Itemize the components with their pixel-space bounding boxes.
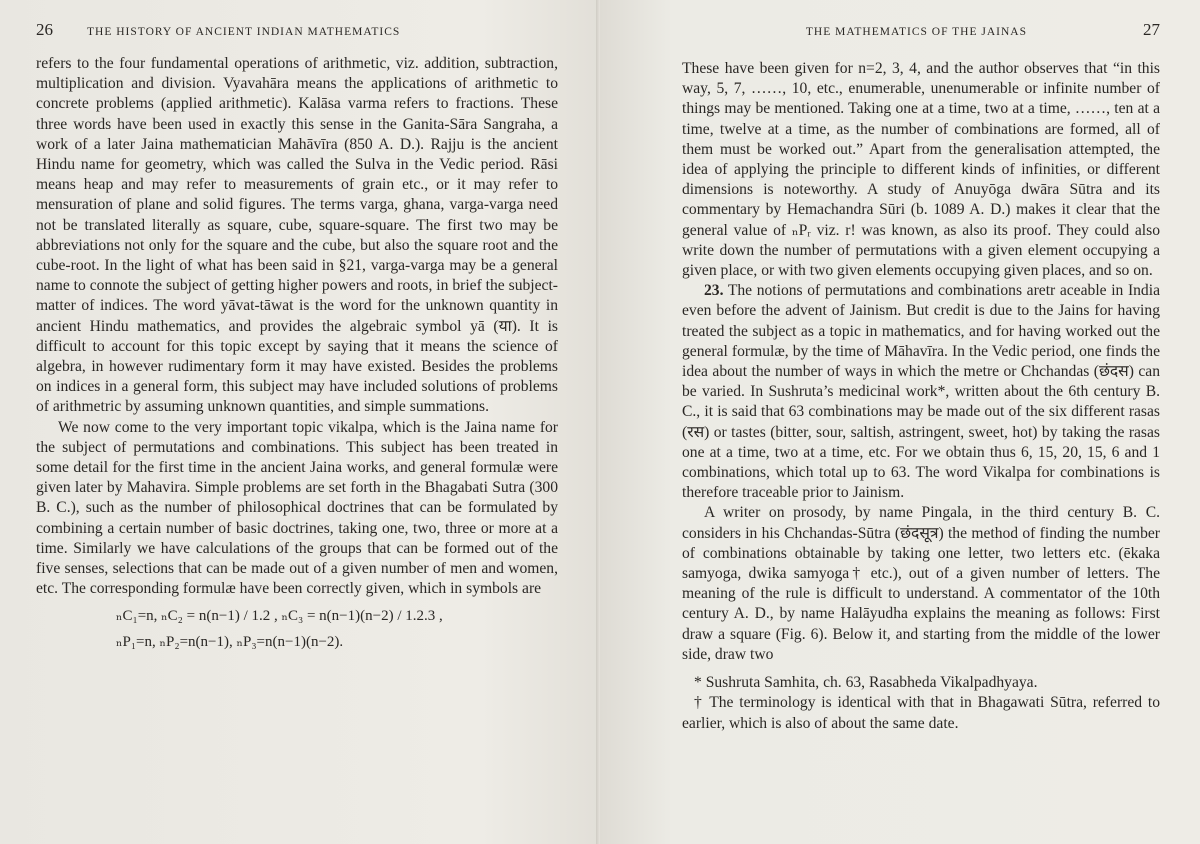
formula-block — [36, 603, 558, 655]
running-head: THE HISTORY OF ANCIENT INDIAN MATHEMATICS — [87, 26, 401, 38]
left-header — [36, 20, 558, 52]
right-body — [682, 59, 1160, 734]
footnotes — [682, 673, 1160, 734]
right-header — [682, 20, 1160, 52]
paragraph: A writer on prosody, by name Pingala, in the third century B. C. considers in his Chchandas-Sūtra (छंदसूत्र) the method of finding the number of combinations obtainable by taking one letter, two letters etc. (ēkaka samyoga, dwika samyoga† etc.), out of a given number of letters. The meaning of the rule is difficult to understand. A commentator of the 10th century A. D., by name Halāyudha explains the meaning as follows: First draw a square (Fig. 6). Below it, and starting from the middle of the lower side, draw two — [682, 504, 1160, 663]
footnote: * Sushruta Samhita, ch. 63, Rasabheda Vikalpadhyaya. — [694, 674, 1038, 692]
page-number: 26 — [36, 20, 53, 39]
page-number: 27 — [1143, 20, 1160, 39]
paragraph: We now come to the very important topic vikalpa, which is the Jaina name for the subject of permutations and combinations. This subject has been treated in some detail for the first time in the ancient Jaina works, and general formulæ were given later by Mahavira. Simple problems are set forth in the Bhagabati Sutra (300 B. C.), such as the number of philosophical doctrines that can be formulated by combining a certain number of basic doctrines, taking one, two, three or more at a time. Similarly we have calculations of the groups that can be formed out of the five senses, selections that can be made out of a given number of men and women, etc. The corresponding formulæ have been correctly given, which in symbols are — [36, 418, 558, 598]
paragraph: These have been given for n=2, 3, 4, and the author observes that “in this way, 5, 7, ……, 10, etc., enumerable, unenumerable or infinite number of things may be mentioned. Taking one at a time, two at a time, ……, ten at a time, twelve at a time, as the number of combinations are formed, all of them must be worked out.” Apart from the generalisation attempted, the idea of applying the principle to different kinds of infinities, or different dimensions is noteworthy. A study of Anuyōga dwāra Sūtra and its commentary by Hemachandra Sūri (b. 1089 A. D.) makes it clear that the general value of ₙPᵣ viz. r! was known, as also its proof. They could also write down the number of permutations with a given element occupying a given place, or with two given elements occupying given places, and so on. — [682, 60, 1160, 280]
paragraph: refers to the four fundamental operations of arithmetic, viz. addition, subtraction, multiplication and division. Vyavahāra means the applications of arithmetic to concrete problems (applied arithmetic). Kalāsa varma refers to fractions. These three words have been used in exactly this sense in the Ganita-Sāra Sangraha, a work of a later Jaina mathematician Mahāvīra (850 A. D.). Rajju is the ancient Hindu name for geometry, which was called the Sulva in the Vedic period. Rāsi means heap and may refer to measurements of grain etc., or it may refer to mensuration of plane and solid figures. The terms varga, ghana, varga-varga need not be translated literally as square, cube, square-square. The first two may be abbreviations not only for the square and the cube, but also the square root and the cube-root. In the light of what has been said in §21, varga-varga may be a general name to connote the subject of getting higher powers and roots, in brief the subject-matter of indices. The word yāvat-tāwat is the word for the unknown quantity in ancient Hindu mathematics, and provides the algebraic symbol yā (या). It is difficult to account for this topic except by saying that it means the science of algebra, in however rudimentary form it may have existed. Besides the problems on indices in a general form, this subject may have included solutions of problems of arithmetric by assuming unknown quantities, and simple summations. — [36, 55, 558, 416]
formula-permutations: ₙP₁=n, ₙP₂=n(n−1), ₙP₃=n(n−1)(n−2). — [116, 634, 344, 651]
right-page — [600, 0, 1200, 844]
running-head: THE MATHEMATICS OF THE JAINAS — [805, 26, 1027, 38]
left-body — [36, 54, 558, 655]
footnote: † The terminology is identical with that in Bhagawati Sūtra, referred to earlier, which is also of about the same date. — [682, 694, 1160, 732]
section-number: 23. — [704, 282, 724, 300]
paragraph-text: The notions of permutations and combinations aretr aceable in India even before the advent of Jainism. But credit is due to the Jains for having treated the subject as a topic in mathematics, and for having worked out the general formulæ, by the time of Māhavīra. In the Vedic period, one finds the idea about the number of ways in which the metre or Chchandas (छंदस) can be varied. In Sushruta’s medicinal work*, written about the 6th century B. C., it is said that 63 combinations may be made out of the six different rasas (रस) or tastes (bitter, sour, saltish, astringent, sweet, hot) by taking the rasas one at a time, two at a time, etc. For we obtain thus 6, 15, 20, 15, 6 and 1 combinations, which total up to 63. The word Vikalpa for combinations is therefore traceable prior to Jainism. — [682, 282, 1160, 502]
formula-combinations: ₙC₁=n, ₙC₂ = n(n−1) / 1.2 , ₙC₃ = n(n−1)(n−2) / 1.2.3 , — [116, 608, 443, 625]
paragraph — [682, 281, 1160, 503]
